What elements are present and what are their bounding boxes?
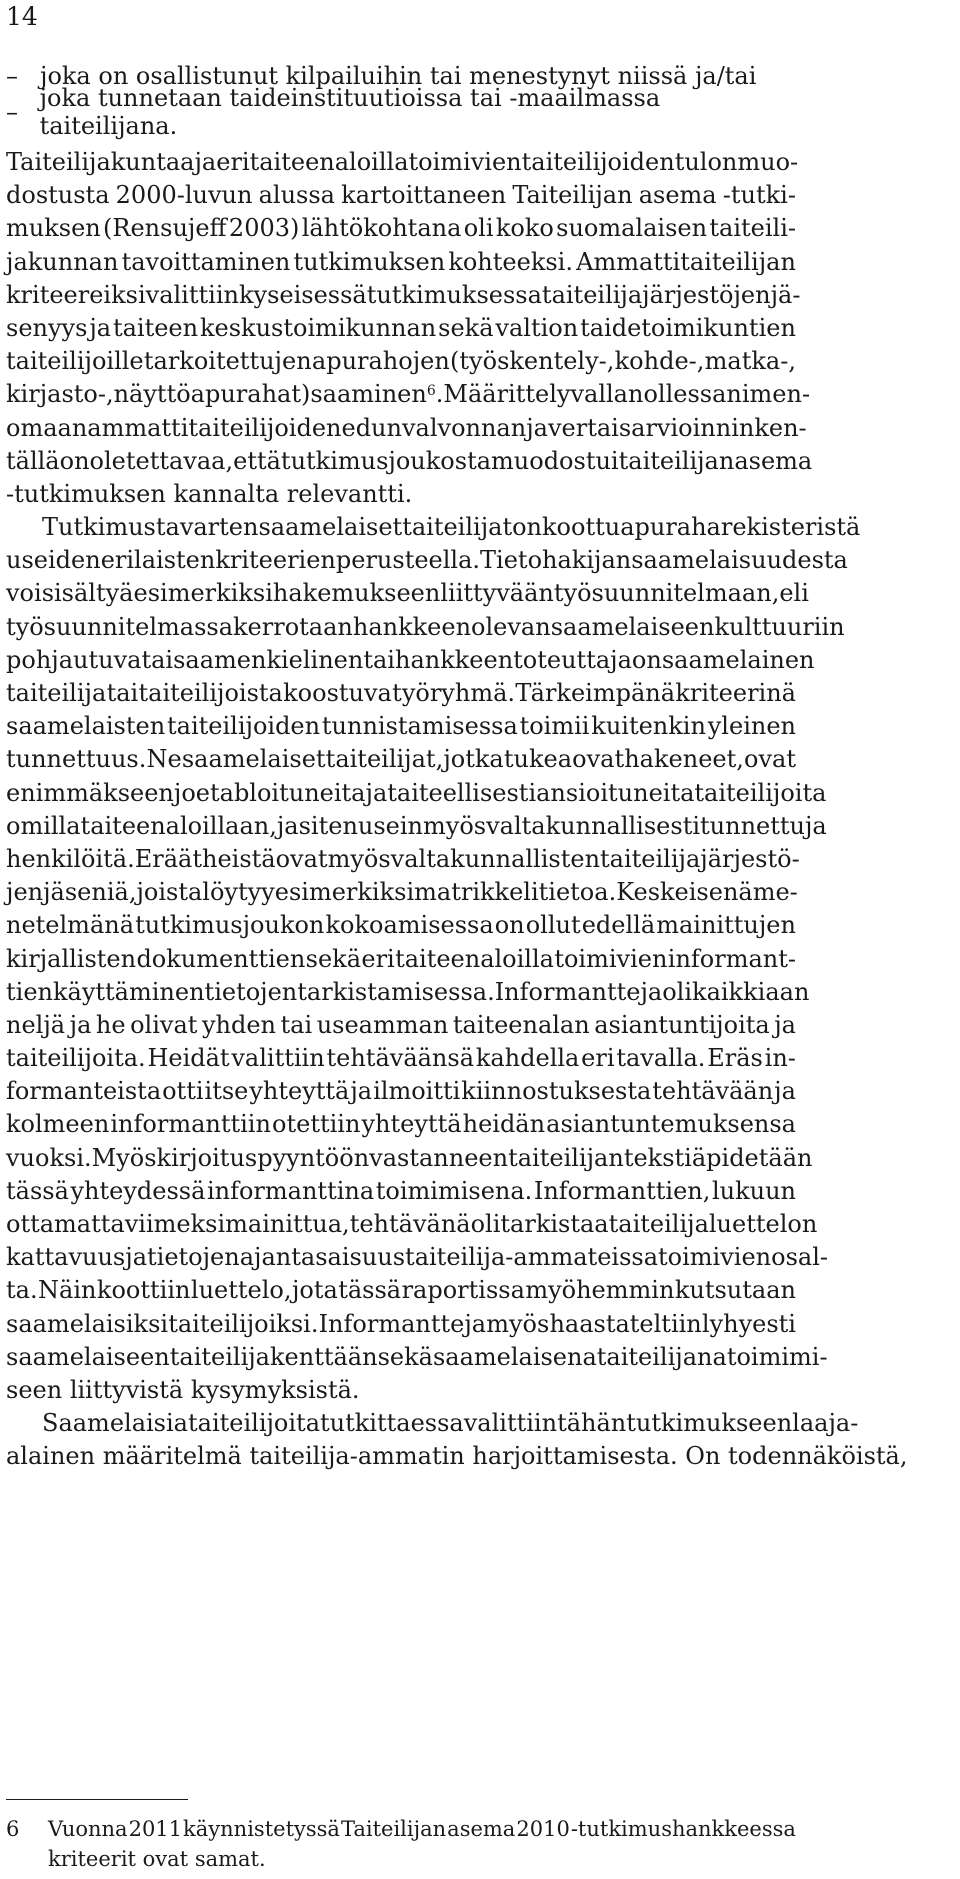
text-line: kirjasto-, näyttöapurahat) saaminen$^6$. Määrittelyvallan ollessa nimen- [6,380,811,409]
list-item-text: joka on osallistunut kilpailuihin tai menestynyt niissä ja/tai [40,62,757,90]
text-line: senyys ja taiteen keskustoimikunnan sekä valtion taidetoimikuntien [6,313,796,342]
bullet-list [6,58,796,140]
text-line: useiden erilaisten kriteerien perusteella. Tieto hakijan saamelaisuudesta [6,546,848,575]
text-line: pohjautuva tai saamenkielinen tai hankkeen toteuttaja on saamelainen [6,645,815,674]
list-item [6,84,796,140]
text-line: Taiteilijakuntaa ja eri taiteenaloilla toimivien taiteilijoiden tulonmuo- [6,148,799,176]
text-line: Tutkimusta varten saamelaiset taiteilijat on koottu apuraharekisteristä [42,513,861,542]
text-line: vuoksi. Myös kirjoituspyyntöön vastanneen taiteilijan tekstiä pidetään [6,1143,813,1172]
text-line: jakunnan tavoittaminen tutkimuksen kohteeksi. Ammattitaiteilijan [6,247,796,276]
text-line: saamelaiseen taiteilijakenttään sekä saamelaisena taiteilijana toimimi- [6,1342,828,1371]
text-line: tässä yhteydessä informanttina toimimisena. Informanttien, lukuun [6,1176,796,1205]
text-line: tällä on oletettavaa, että tutkimusjoukosta muodostui taiteilijan asema [6,446,813,475]
footnote-reference[interactable]: 6 [426,383,436,400]
text-line: kirjallisten dokumenttien sekä eri taiteenaloilla toimivien informant- [6,944,796,973]
text-line: formanteista otti itse yhteyttä ja ilmoitti kiinnostuksesta tehtävään ja [6,1077,796,1106]
footnote-number: 6 [6,1817,20,1841]
page-number: 14 [6,2,38,31]
text-line: saamelaisten taiteilijoiden tunnistamisessa toimii kuitenkin yleinen [6,712,796,741]
text-line: taiteilijoita. Heidät valittiin tehtäväänsä kahdella eri tavalla. Eräs in- [6,1044,796,1073]
text-line: kattavuus ja tietojen ajantasaisuus taiteilija-ammateissa toimivien osal- [6,1243,828,1272]
text-line: voi sisältyä esimerkiksi hakemukseen liittyvään työsuunnitelmaan, eli [6,579,809,608]
text-line: -tutkimuksen kannalta relevantti. [6,479,413,508]
dash-marker: – [6,98,18,126]
list-item-text: joka tunnetaan taideinstituutioissa tai -maailmassa taiteilijana. [39,84,661,140]
text-line: netelmänä tutkimusjoukon kokoamisessa on ollut edellä mainittujen [6,911,796,940]
text-line: jen jäseniä, joista löytyy esimerkiksi matrikkelitietoa. Keskeisenä me- [6,878,798,907]
text-line: muksen (Rensujeff 2003) lähtökohtana oli koko suomalaisen taiteili- [6,214,796,243]
text-line: enimmäkseen jo etabloituneita ja taiteellisesti ansioituneita taiteilijoita [6,778,827,807]
text-line: taiteilijoille tarkoitettujen apurahojen (työskentely-, kohde-, matka-, [6,347,796,376]
body-text [6,146,908,1474]
text-line: ta. Näin koottiin luettelo, jota tässä raportissa myöhemmin kutsutaan [6,1276,796,1305]
text-line: taiteilija tai taiteilijoista koostuva työryhmä. Tärkeimpänä kriteerinä [6,679,796,707]
text-line: työsuunnitelmassa kerrotaan hankkeen olevan saamelaiseen kulttuuriin [6,612,845,641]
text-line: omilla taiteenaloillaan, ja siten usein myös valtakunnallisesti tunnettuja [6,811,827,840]
text-line: dostusta 2000-luvun alussa kartoittaneen Taiteilijan asema -tutki- [6,181,796,210]
text-line: henkilöitä. Eräät heistä ovat myös valtakunnallisten taiteilijajärjestö- [6,844,800,873]
dash-marker: – [6,62,18,90]
text-line: tunnettuus. Ne saamelaiset taiteilijat, jotka tukea ovat hakeneet, ovat [6,745,796,774]
footnote-divider [6,1799,188,1800]
text-line: tien käyttäminen tietojen tarkistamisessa. Informantteja oli kaikkiaan [6,977,810,1006]
footnote-line: kriteerit ovat samat. [48,1847,266,1871]
text-line: saamelaisiksi taiteilijoiksi. Informantteja myös haastateltiin lyhyesti [6,1309,796,1338]
text-line: alainen määritelmä taiteilija-ammatin harjoittamisesta. On todennäköistä, [6,1442,908,1471]
text-line: kriteereiksi valittiin kyseisessä tutkimuksessa taiteilijajärjestöjen jä- [6,280,801,309]
text-line: seen liittyvistä kysymyksistä. [6,1375,360,1404]
footnote-line: Vuonna 2011 käynnistetyssä Taiteilijan asema 2010 -tutkimushankkeessa [48,1817,796,1841]
footnote [6,1814,796,1874]
text-line: neljä ja he olivat yhden tai useamman taiteenalan asiantuntijoita ja [6,1010,796,1039]
text-line: kolmeen informanttiin otettiin yhteyttä heidän asiantuntemuksensa [6,1110,796,1139]
text-line: Saamelaisia taiteilijoita tutkittaessa valittiin tähän tutkimukseen laaja- [42,1409,859,1438]
text-line: ottamatta viimeksi mainittua, tehtävänä oli tarkistaa taiteilijaluettelon [6,1210,818,1238]
text-line: omaan ammattitaiteilijoiden edunvalvonnan ja vertaisarvioinnin ken- [6,413,807,442]
